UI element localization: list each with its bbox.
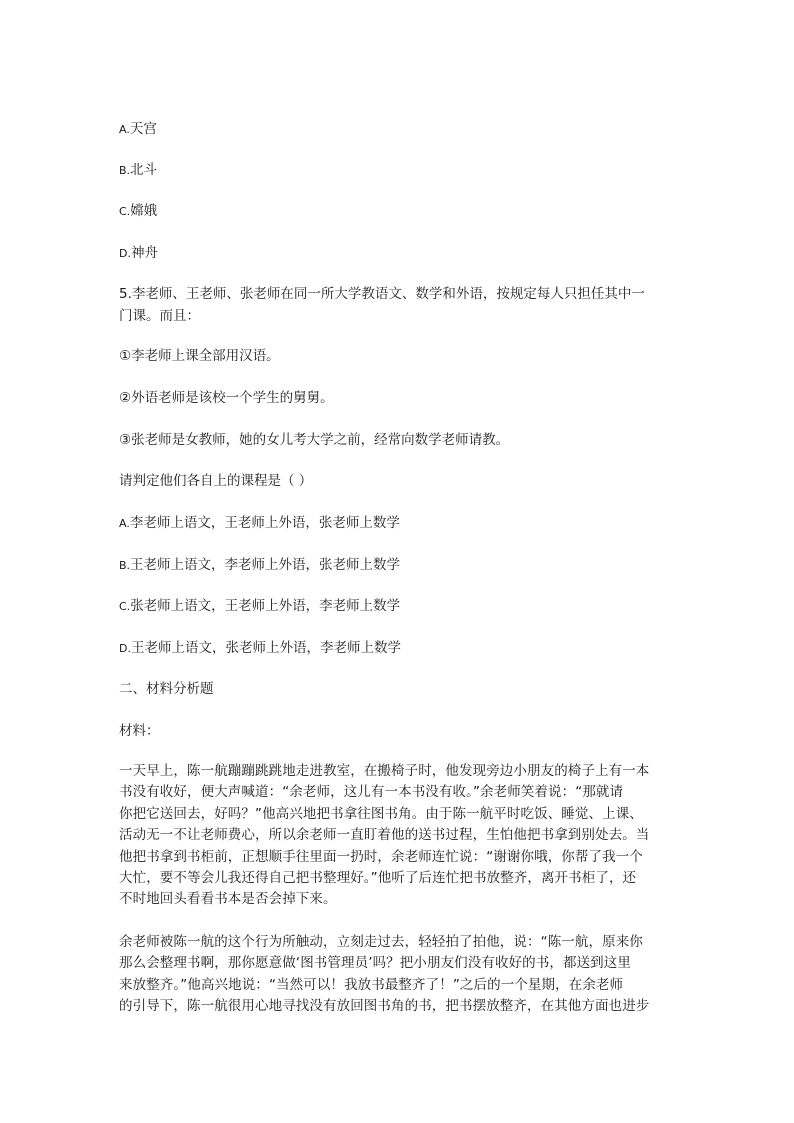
option-letter: D. <box>119 247 131 260</box>
q5-option-c <box>119 596 679 617</box>
q5-stem-line2: 门课。而且： <box>119 308 200 324</box>
section-heading: 二、材料分析题 <box>119 681 214 697</box>
option-letter: A. <box>119 517 130 530</box>
q5-condition-3: ③张老师是女教师，她的女儿考大学之前，经常向数学老师请教。 <box>119 432 510 448</box>
paragraph-line: 一天早上，陈一航蹦蹦跳跳地走进教室，在搬椅子时，他发现旁边小朋友的椅子上有一本 <box>119 763 650 779</box>
option-letter: B. <box>119 559 131 572</box>
q5-stem-line1: 5.李老师、王老师、张老师在同一所大学教语文、数学和外语，按规定每人只担任其中一 <box>119 286 645 302</box>
paragraph-line: 你把它送回去，好吗？”他高兴地把书拿往图书角。由于陈一航平时吃饭、睡觉、上课、 <box>119 805 643 822</box>
q5-condition-1: ①李老师上课全部用汉语。 <box>119 348 280 364</box>
option-letter: D. <box>119 642 131 655</box>
paragraph-line: 来放整齐。”他高兴地说：“当然可以！我放书最整齐了！”之后的一个星期，在余老师 <box>119 976 624 993</box>
paragraph-line: 大忙，要不等会儿我还得自己把书整理好。”他听了后连忙把书放整齐，离开书柜了，还 <box>119 870 637 887</box>
q5-condition-2: ②外语老师是该校一个学生的舅舅。 <box>119 390 334 406</box>
q5-question: 请判定他们各自上的课程是（ ） <box>119 473 313 489</box>
paragraph-line: 不时地回头看看书本是否会掉下来。 <box>119 891 337 908</box>
option-letter: C. <box>119 205 131 218</box>
option-letter: B. <box>119 164 131 177</box>
option-text: 北斗 <box>130 162 158 178</box>
q5-option-a <box>119 513 679 534</box>
paragraph-line: 的引导下，陈一航很用心地寻找没有放回图书角的书，把书摆放整齐，在其他方面也进步 <box>119 998 650 1015</box>
material-label: 材料： <box>119 723 160 739</box>
option-text: 王老师上语文，张老师上外语，李老师上数学 <box>130 640 401 656</box>
q5-option-b <box>119 555 679 576</box>
paragraph-line: 那么会整理书啊，那你愿意做‘图书管理员’吗？把小朋友们没有收好的书，都送到这里 <box>119 955 631 972</box>
q4-option-d <box>119 243 679 264</box>
option-text: 嫦娥 <box>130 203 158 219</box>
option-letter: C. <box>119 600 131 613</box>
paragraph-line: 书没有收好，便大声喊道：“余老师，这儿有一本书没有收。”余老师笑着说：“那就请 <box>119 784 624 801</box>
paragraph-line: 他把书拿到书柜前，正想顺手往里面一扔时，余老师连忙说：“谢谢你哦，你帮了我一个 <box>119 848 643 865</box>
paragraph-line: 余老师被陈一航的这个行为所触动，立刻走过去，轻轻拍了拍他，说：“陈一航，原来你 <box>119 934 643 950</box>
option-letter: A. <box>119 123 130 136</box>
option-text: 天宫 <box>129 121 157 137</box>
paragraph-line: 活动无一不让老师费心，所以余老师一直盯着他的送书过程，生怕他把书拿到别处去。当 <box>119 827 650 844</box>
option-text: 李老师上语文，王老师上外语，张老师上数学 <box>129 515 400 531</box>
q5-option-d <box>119 638 679 659</box>
q4-option-a <box>119 119 679 140</box>
q4-option-c <box>119 201 679 222</box>
q4-option-b <box>119 160 679 181</box>
option-text: 王老师上语文，李老师上外语，张老师上数学 <box>130 557 401 573</box>
option-text: 神舟 <box>130 245 158 261</box>
option-text: 张老师上语文，王老师上外语，李老师上数学 <box>130 598 401 614</box>
material-paragraph-1 <box>119 761 675 911</box>
material-paragraph-2 <box>119 932 675 1018</box>
